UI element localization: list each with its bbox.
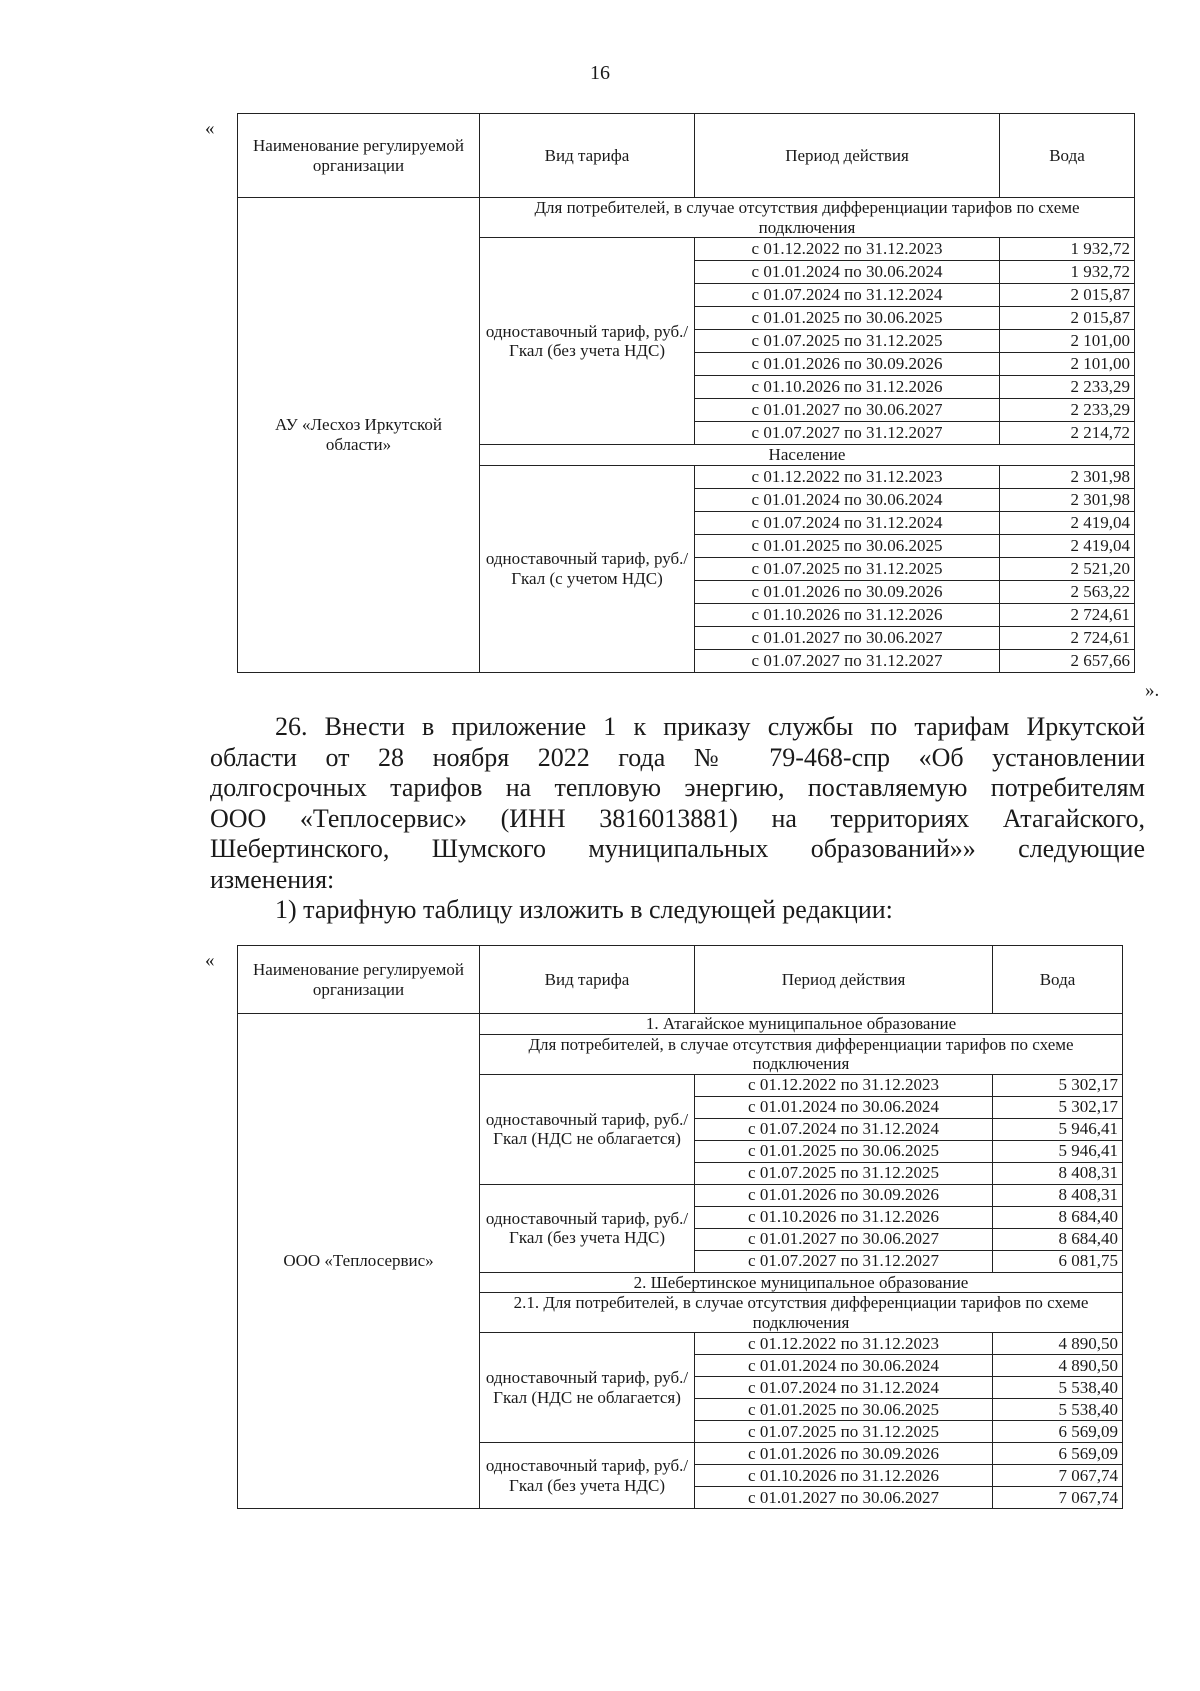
- value-cell: 6 081,75: [993, 1250, 1123, 1272]
- period-cell: с 01.12.2022 по 31.12.2023: [695, 465, 1000, 488]
- value-cell: 8 684,40: [993, 1206, 1123, 1228]
- value-cell: 2 301,98: [1000, 465, 1135, 488]
- paragraph-line: долгосрочных тарифов на тепловую энергию, поставляемую потребителям: [210, 773, 1145, 802]
- value-cell: 2 233,29: [1000, 376, 1135, 399]
- value-cell: 6 569,09: [993, 1443, 1123, 1465]
- value-cell: 2 101,00: [1000, 330, 1135, 353]
- period-cell: с 01.01.2026 по 30.09.2026: [695, 353, 1000, 376]
- section-title: 1. Атагайское муниципальное образование: [480, 1014, 1123, 1035]
- period-cell: с 01.01.2026 по 30.09.2026: [695, 1184, 993, 1206]
- period-cell: с 01.10.2026 по 31.12.2026: [695, 1206, 993, 1228]
- value-cell: 4 890,50: [993, 1355, 1123, 1377]
- section-title: 2. Шебертинское муниципальное образование: [480, 1272, 1123, 1293]
- period-cell: с 01.07.2024 по 31.12.2024: [695, 284, 1000, 307]
- period-cell: с 01.01.2027 по 30.06.2027: [695, 399, 1000, 422]
- header-org: Наименование регулируемой организации: [238, 114, 480, 198]
- tariff-table-2: [237, 945, 1123, 1509]
- period-cell: с 01.10.2026 по 31.12.2026: [695, 1465, 993, 1487]
- tariff-kind: одноставочный тариф, руб./Гкал (НДС не облагается): [480, 1333, 695, 1443]
- period-cell: с 01.07.2025 по 31.12.2025: [695, 1162, 993, 1184]
- value-cell: 2 015,87: [1000, 307, 1135, 330]
- paragraph-line: изменения:: [210, 864, 335, 894]
- period-cell: с 01.07.2025 по 31.12.2025: [695, 557, 1000, 580]
- section-title: Население: [480, 445, 1135, 466]
- value-cell: 2 419,04: [1000, 534, 1135, 557]
- header-value: Вода: [1000, 114, 1135, 198]
- period-cell: с 01.01.2027 по 30.06.2027: [695, 626, 1000, 649]
- section-row: [238, 1014, 1123, 1035]
- value-cell: 2 233,29: [1000, 399, 1135, 422]
- period-cell: с 01.07.2024 по 31.12.2024: [695, 1377, 993, 1399]
- paragraph-line: 26. Внести в приложение 1 к приказу службы по тарифам Иркутской: [275, 712, 1145, 741]
- value-cell: 5 302,17: [993, 1096, 1123, 1118]
- value-cell: 8 408,31: [993, 1162, 1123, 1184]
- header-period: Период действия: [695, 114, 1000, 198]
- value-cell: 2 724,61: [1000, 603, 1135, 626]
- period-cell: с 01.01.2026 по 30.09.2026: [695, 1443, 993, 1465]
- value-cell: 8 408,31: [993, 1184, 1123, 1206]
- value-cell: 4 890,50: [993, 1333, 1123, 1355]
- tariff-kind: одноставочный тариф, руб./Гкал (с учетом НДС): [480, 465, 695, 672]
- value-cell: 7 067,74: [993, 1487, 1123, 1509]
- table1-open-quote: «: [205, 118, 215, 139]
- period-cell: с 01.01.2024 по 30.06.2024: [695, 488, 1000, 511]
- period-cell: с 01.01.2024 по 30.06.2024: [695, 261, 1000, 284]
- period-cell: с 01.12.2022 по 31.12.2023: [695, 1333, 993, 1355]
- value-cell: 2 521,20: [1000, 557, 1135, 580]
- period-cell: с 01.07.2024 по 31.12.2024: [695, 1118, 993, 1140]
- period-cell: с 01.07.2027 по 31.12.2027: [695, 1250, 993, 1272]
- period-cell: с 01.01.2024 по 30.06.2024: [695, 1096, 993, 1118]
- header-value: Вода: [993, 946, 1123, 1014]
- value-cell: 7 067,74: [993, 1465, 1123, 1487]
- tariff-kind: одноставочный тариф, руб./Гкал (без учета НДС): [480, 1443, 695, 1509]
- value-cell: 8 684,40: [993, 1228, 1123, 1250]
- period-cell: с 01.07.2025 по 31.12.2025: [695, 1421, 993, 1443]
- period-cell: с 01.07.2024 по 31.12.2024: [695, 511, 1000, 534]
- tariff-kind: одноставочный тариф, руб./Гкал (без учета НДС): [480, 238, 695, 445]
- period-cell: с 01.01.2025 по 30.06.2025: [695, 1140, 993, 1162]
- tariff-table-1: [237, 113, 1135, 673]
- value-cell: 2 301,98: [1000, 488, 1135, 511]
- paragraph-line: ООО «Теплосервис» (ИНН 3816013881) на территориях Атагайского,: [210, 803, 1145, 833]
- value-cell: 2 724,61: [1000, 626, 1135, 649]
- period-cell: с 01.01.2027 по 30.06.2027: [695, 1228, 993, 1250]
- section-row: [238, 198, 1135, 238]
- page-number: 16: [590, 62, 610, 84]
- period-cell: с 01.12.2022 по 31.12.2023: [695, 1074, 993, 1096]
- amendment-paragraph: [210, 712, 1145, 926]
- value-cell: 5 946,41: [993, 1118, 1123, 1140]
- period-cell: с 01.07.2027 по 31.12.2027: [695, 422, 1000, 445]
- period-cell: с 01.12.2022 по 31.12.2023: [695, 238, 1000, 261]
- table2-body: [238, 1014, 1123, 1509]
- value-cell: 2 101,00: [1000, 353, 1135, 376]
- section-title: Для потребителей, в случае отсутствия дифференциации тарифов по схеме подключения: [480, 198, 1135, 238]
- header-org: Наименование регулируемой организации: [238, 946, 480, 1014]
- period-cell: с 01.07.2027 по 31.12.2027: [695, 649, 1000, 672]
- organization-name: АУ «Лесхоз Иркутской области»: [238, 198, 480, 673]
- paragraph-item: 1) тарифную таблицу изложить в следующей редакции:: [275, 895, 893, 924]
- period-cell: с 01.10.2026 по 31.12.2026: [695, 376, 1000, 399]
- period-cell: с 01.01.2025 по 30.06.2025: [695, 1399, 993, 1421]
- value-cell: 1 932,72: [1000, 238, 1135, 261]
- section-subtitle: 2.1. Для потребителей, в случае отсутствия дифференциации тарифов по схеме подключения: [480, 1293, 1123, 1333]
- period-cell: с 01.10.2026 по 31.12.2026: [695, 603, 1000, 626]
- period-cell: с 01.01.2027 по 30.06.2027: [695, 1487, 993, 1509]
- value-cell: 2 015,87: [1000, 284, 1135, 307]
- value-cell: 5 538,40: [993, 1399, 1123, 1421]
- period-cell: с 01.01.2025 по 30.06.2025: [695, 307, 1000, 330]
- tariff-kind: одноставочный тариф, руб./Гкал (без учета НДС): [480, 1184, 695, 1272]
- table1-close-quote: ».: [1145, 680, 1160, 701]
- tariff-kind: одноставочный тариф, руб./Гкал (НДС не облагается): [480, 1074, 695, 1184]
- period-cell: с 01.07.2025 по 31.12.2025: [695, 330, 1000, 353]
- period-cell: с 01.01.2025 по 30.06.2025: [695, 534, 1000, 557]
- paragraph-line: Шебертинского, Шумского муниципальных образований»» следующие: [210, 834, 1145, 863]
- value-cell: 2 563,22: [1000, 580, 1135, 603]
- period-cell: с 01.01.2026 по 30.09.2026: [695, 580, 1000, 603]
- table2-open-quote: «: [205, 950, 215, 971]
- value-cell: 6 569,09: [993, 1421, 1123, 1443]
- header-kind: Вид тарифа: [480, 114, 695, 198]
- value-cell: 5 946,41: [993, 1140, 1123, 1162]
- header-kind: Вид тарифа: [480, 946, 695, 1014]
- value-cell: 5 302,17: [993, 1074, 1123, 1096]
- organization-name: ООО «Теплосервис»: [238, 1014, 480, 1509]
- value-cell: 2 419,04: [1000, 511, 1135, 534]
- value-cell: 2 214,72: [1000, 422, 1135, 445]
- header-period: Период действия: [695, 946, 993, 1014]
- table1-body: [238, 198, 1135, 673]
- period-cell: с 01.01.2024 по 30.06.2024: [695, 1355, 993, 1377]
- value-cell: 5 538,40: [993, 1377, 1123, 1399]
- value-cell: 1 932,72: [1000, 261, 1135, 284]
- paragraph-line: области от 28 ноября 2022 года № 79-468-спр «Об установлении: [210, 742, 1145, 772]
- value-cell: 2 657,66: [1000, 649, 1135, 672]
- section-subtitle: Для потребителей, в случае отсутствия дифференциации тарифов по схеме подключения: [480, 1034, 1123, 1074]
